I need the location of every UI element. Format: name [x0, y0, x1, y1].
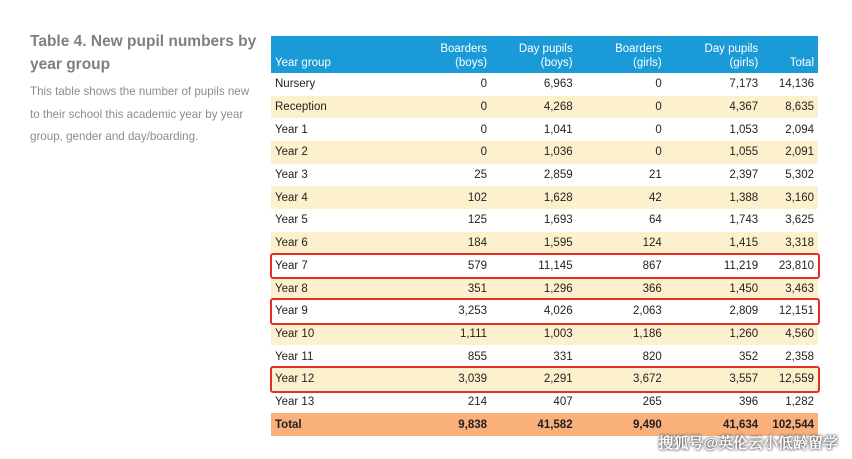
cell-value: 1,415 — [666, 232, 762, 255]
cell-value: 2,094 — [762, 118, 818, 141]
column-header — [401, 36, 491, 73]
cell-value: 102,544 — [762, 413, 818, 436]
table-row — [271, 300, 818, 323]
table-row — [271, 345, 818, 368]
cell-value: 23,810 — [762, 255, 818, 278]
column-header — [577, 36, 666, 73]
row-label: Year 2 — [271, 141, 401, 164]
table-title: Table 4. New pupil numbers by year group — [30, 33, 257, 73]
cell-value: 1,743 — [666, 209, 762, 232]
cell-value: 867 — [577, 255, 666, 278]
cell-value: 0 — [401, 96, 491, 119]
cell-value: 1,260 — [666, 323, 762, 346]
table-header-row — [271, 36, 818, 73]
cell-value: 3,557 — [666, 368, 762, 391]
cell-value: 0 — [401, 141, 491, 164]
cell-value: 1,036 — [491, 141, 577, 164]
column-header-text: (girls) — [633, 57, 662, 69]
cell-value: 25 — [401, 164, 491, 187]
cell-value: 2,397 — [666, 164, 762, 187]
cell-value: 184 — [401, 232, 491, 255]
table-row — [271, 209, 818, 232]
column-header — [666, 36, 762, 73]
cell-value: 21 — [577, 164, 666, 187]
cell-value: 265 — [577, 391, 666, 414]
cell-value: 1,388 — [666, 186, 762, 209]
column-header-text: (girls) — [729, 57, 759, 69]
cell-value: 351 — [401, 277, 491, 300]
cell-value: 5,302 — [762, 164, 818, 187]
table-row — [271, 141, 818, 164]
table-row — [271, 164, 818, 187]
row-label: Year 12 — [271, 368, 401, 391]
cell-value: 11,145 — [491, 255, 577, 278]
cell-value: 124 — [577, 232, 666, 255]
cell-value: 3,160 — [762, 186, 818, 209]
cell-value: 0 — [577, 141, 666, 164]
cell-value: 9,490 — [577, 413, 666, 436]
row-label: Year 10 — [271, 323, 401, 346]
row-label: Total — [271, 413, 401, 436]
cell-value: 2,358 — [762, 345, 818, 368]
column-header-text: (boys) — [455, 57, 488, 69]
cell-value: 64 — [577, 209, 666, 232]
cell-value: 1,595 — [491, 232, 577, 255]
table-row — [271, 368, 818, 391]
column-header — [491, 36, 577, 73]
cell-value: 125 — [401, 209, 491, 232]
cell-value: 579 — [401, 255, 491, 278]
cell-value: 4,560 — [762, 323, 818, 346]
cell-value: 0 — [577, 96, 666, 119]
cell-value: 3,318 — [762, 232, 818, 255]
cell-value: 1,003 — [491, 323, 577, 346]
cell-value: 12,151 — [762, 300, 818, 323]
row-label: Year 13 — [271, 391, 401, 414]
column-header-text: Boarders — [615, 43, 662, 55]
cell-value: 2,091 — [762, 141, 818, 164]
table-row — [271, 118, 818, 141]
row-label: Reception — [271, 96, 401, 119]
cell-value: 4,026 — [491, 300, 577, 323]
cell-value: 42 — [577, 186, 666, 209]
cell-value: 1,450 — [666, 277, 762, 300]
row-label: Year 5 — [271, 209, 401, 232]
cell-value: 855 — [401, 345, 491, 368]
cell-value: 0 — [401, 73, 491, 96]
cell-value: 3,625 — [762, 209, 818, 232]
row-label: Year 1 — [271, 118, 401, 141]
cell-value: 0 — [401, 118, 491, 141]
row-label: Year 4 — [271, 186, 401, 209]
row-label: Year 8 — [271, 277, 401, 300]
cell-value: 6,963 — [491, 73, 577, 96]
column-header-text: Total — [789, 57, 814, 69]
table-row — [271, 323, 818, 346]
cell-value: 8,635 — [762, 96, 818, 119]
row-label: Year 9 — [271, 300, 401, 323]
cell-value: 1,055 — [666, 141, 762, 164]
column-header-text: Year group — [275, 57, 331, 69]
table-row — [271, 186, 818, 209]
table-row — [271, 96, 818, 119]
column-header-text: Day pupils — [518, 43, 573, 55]
cell-value: 1,282 — [762, 391, 818, 414]
pupil-numbers-table — [271, 36, 818, 436]
cell-value: 3,039 — [401, 368, 491, 391]
cell-value: 14,136 — [762, 73, 818, 96]
cell-value: 0 — [577, 118, 666, 141]
column-header-text: Boarders — [440, 43, 488, 55]
cell-value: 1,693 — [491, 209, 577, 232]
cell-value: 2,859 — [491, 164, 577, 187]
cell-value: 12,559 — [762, 368, 818, 391]
cell-value: 820 — [577, 345, 666, 368]
table-row — [271, 255, 818, 278]
row-label: Year 11 — [271, 345, 401, 368]
cell-value: 2,063 — [577, 300, 666, 323]
row-label: Year 6 — [271, 232, 401, 255]
table-caption — [30, 30, 258, 149]
cell-value: 1,186 — [577, 323, 666, 346]
watermark: 搜狐号@英伦云小低龄留学 — [658, 435, 838, 452]
cell-value: 1,628 — [491, 186, 577, 209]
cell-value: 102 — [401, 186, 491, 209]
cell-value: 41,582 — [491, 413, 577, 436]
table-row — [271, 277, 818, 300]
cell-value: 396 — [666, 391, 762, 414]
cell-value: 3,672 — [577, 368, 666, 391]
cell-value: 4,367 — [666, 96, 762, 119]
cell-value: 4,268 — [491, 96, 577, 119]
cell-value: 352 — [666, 345, 762, 368]
cell-value: 3,253 — [401, 300, 491, 323]
cell-value: 331 — [491, 345, 577, 368]
cell-value: 366 — [577, 277, 666, 300]
cell-value: 3,463 — [762, 277, 818, 300]
column-header-text: (boys) — [540, 57, 573, 69]
cell-value: 0 — [577, 73, 666, 96]
cell-value: 11,219 — [666, 255, 762, 278]
cell-value: 407 — [491, 391, 577, 414]
cell-value: 1,111 — [401, 323, 491, 346]
cell-value: 2,809 — [666, 300, 762, 323]
cell-value: 2,291 — [491, 368, 577, 391]
row-label: Nursery — [271, 73, 401, 96]
row-label: Year 7 — [271, 255, 401, 278]
cell-value: 1,053 — [666, 118, 762, 141]
row-label: Year 3 — [271, 164, 401, 187]
table-description: This table shows the number of pupils new to their school this academic year by year group, gender and day/boarding. — [30, 85, 250, 143]
cell-value: 9,838 — [401, 413, 491, 436]
cell-value: 41,634 — [666, 413, 762, 436]
cell-value: 1,041 — [491, 118, 577, 141]
cell-value: 1,296 — [491, 277, 577, 300]
cell-value: 7,173 — [666, 73, 762, 96]
table-body — [271, 73, 818, 436]
cell-value: 214 — [401, 391, 491, 414]
column-header-text: Day pupils — [704, 43, 759, 55]
table-row — [271, 73, 818, 96]
table-row — [271, 391, 818, 414]
column-header — [271, 36, 401, 73]
column-header — [762, 36, 818, 73]
table-row — [271, 232, 818, 255]
